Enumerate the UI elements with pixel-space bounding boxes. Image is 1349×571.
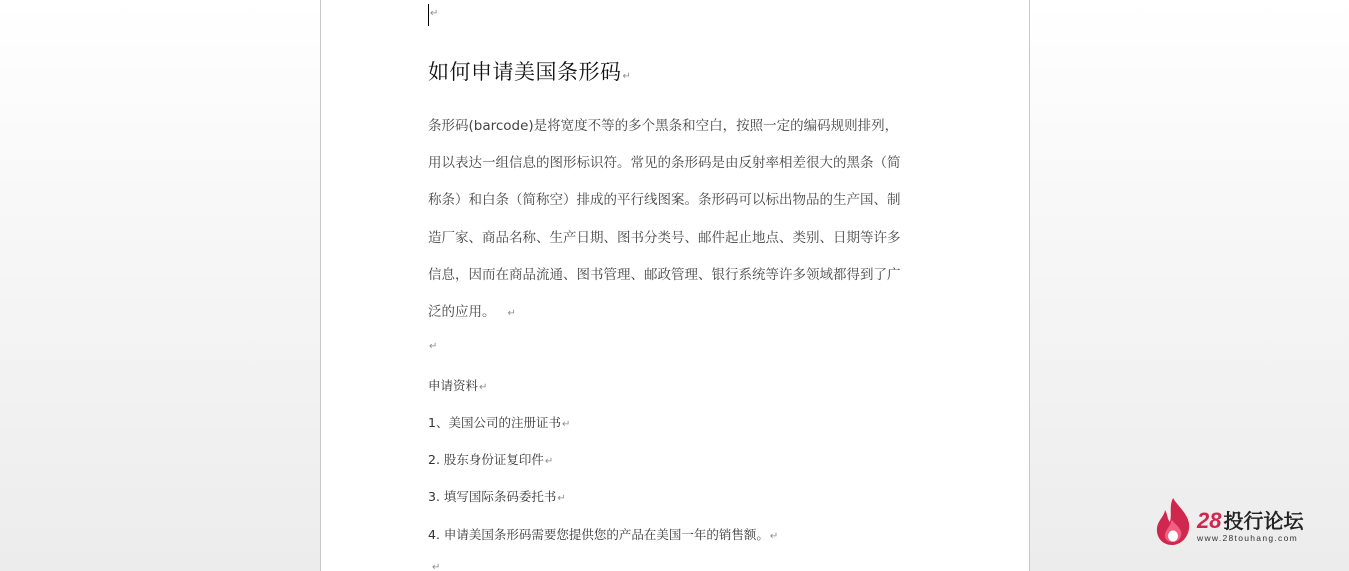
list-item [428, 487, 566, 505]
list-item-text: 1、美国公司的注册证书 [428, 415, 561, 430]
document-title [428, 56, 631, 86]
list-item-text: 2. 股东身份证复印件 [428, 452, 544, 467]
body-line: 称条）和白条（简称空）排成的平行线图案。条形码可以标出物品的生产国、制 [428, 192, 901, 209]
paragraph-mark: ↵ [544, 456, 554, 467]
paragraph-mark: ↵ [622, 71, 632, 82]
paragraph-mark: ↵ [557, 493, 566, 504]
body-line-last [428, 294, 928, 331]
section-label [428, 376, 487, 394]
body-line: 条形码(barcode)是将宽度不等的多个黑条和空白，按照一定的编码规则排列， [428, 118, 899, 134]
watermark-url: www.28touhang.com [1197, 533, 1299, 543]
document-page[interactable] [320, 0, 1030, 571]
section-label-text: 申请资料 [428, 378, 479, 393]
paragraph-mark: ↵ [479, 382, 488, 393]
paragraph-mark: ↵ [430, 8, 439, 19]
empty-paragraph-mark: ↵ [429, 341, 438, 352]
list-item [428, 450, 553, 468]
brand-text: 投行论坛 [1223, 511, 1304, 533]
watermark-logo [1153, 496, 1333, 550]
paragraph-mark: ↵ [561, 419, 571, 430]
brand-number: 28 [1197, 508, 1222, 533]
text-cursor [428, 4, 429, 26]
title-text: 如何申请美国条形码 [428, 60, 622, 84]
paragraph-mark: ↵ [769, 531, 779, 542]
flame-icon [1153, 496, 1193, 546]
list-item-text: 3. 填写国际条码委托书 [428, 489, 557, 504]
empty-paragraph-mark: ↵ [432, 562, 441, 571]
list-item [428, 525, 778, 543]
list-item-text: 4. 申请美国条形码需要您提供您的产品在美国一年的销售额。 [428, 527, 769, 542]
paragraph-mark: ↵ [507, 307, 516, 319]
body-line-text: 泛的应用。 [428, 303, 496, 320]
body-line: 造厂家、商品名称、生产日期、图书分类号、邮件起止地点、类别、日期等许多 [428, 229, 901, 246]
body-line: 用以表达一组信息的图形标识符。常见的条形码是由反射率相差很大的黑条（简 [428, 155, 901, 172]
watermark-brand [1197, 505, 1303, 534]
body-paragraph [428, 108, 928, 331]
list-item [428, 413, 570, 431]
body-line: 信息，因而在商品流通、图书管理、邮政管理、银行系统等许多领域都得到了广 [428, 266, 901, 283]
